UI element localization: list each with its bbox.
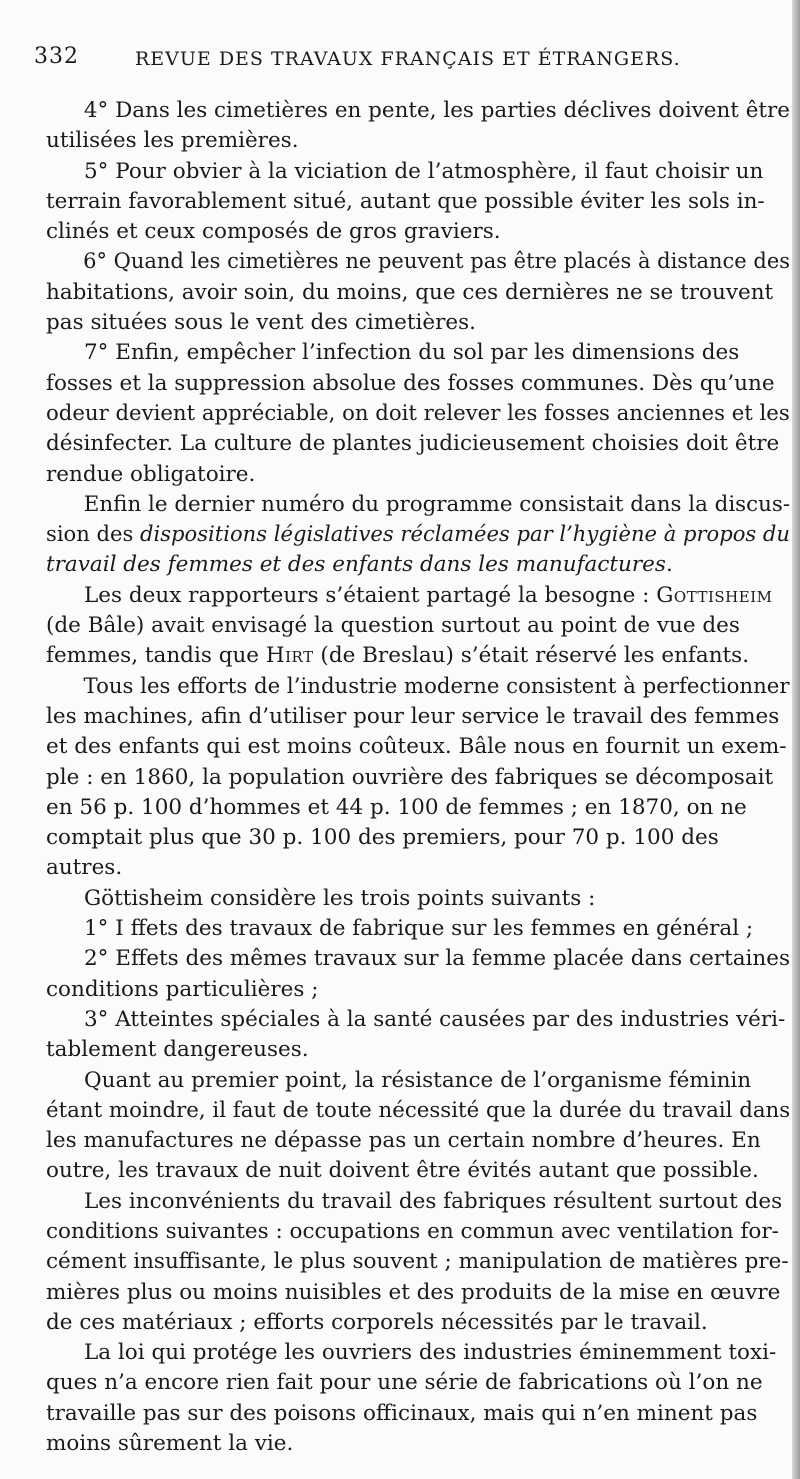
- author-name: Gottisheim: [656, 582, 773, 608]
- running-title: REVUE DES TRAVAUX FRANÇAIS ET ÉTRANGERS.: [135, 48, 681, 70]
- line-text: moins sûrement la vie.: [46, 1431, 294, 1457]
- line-text: de ces matériaux ; efforts corporels nécessités par le travail.: [46, 1309, 708, 1335]
- line-text: et des enfants qui est moins coûteux. Bâle nous en fournit un exem-: [46, 734, 787, 760]
- text-line: [46, 399, 790, 429]
- line-text: outre, les travaux de nuit doivent être évités autant que possible.: [46, 1158, 759, 1184]
- text-line: [46, 1278, 790, 1308]
- text-line: [46, 187, 790, 217]
- text-line: [46, 550, 790, 580]
- line-text: conditions particulières ;: [46, 976, 319, 1002]
- italic-text: dispositions législatives réclamées par l’hygiène à propos du: [139, 522, 790, 548]
- text-line: [46, 247, 791, 277]
- text-line: [46, 369, 790, 399]
- text-line: [46, 1096, 791, 1126]
- text-line: [46, 217, 790, 247]
- text-line: [46, 1217, 790, 1247]
- text-line: [46, 581, 790, 611]
- text-line: [46, 702, 790, 732]
- line-text: Tous les efforts de l’industrie moderne consistent à perfectionner: [83, 673, 790, 699]
- line-text: 4° Dans les cimetières en pente, les parties déclives doivent être: [83, 98, 790, 123]
- line-text: .: [665, 552, 673, 578]
- line-text: ques n’a encore rien fait pour une série de fabrications où l’on ne: [46, 1370, 763, 1396]
- line-text: comptait plus que 30 p. 100 des premiers, pour 70 p. 100 des: [46, 825, 719, 851]
- text-line: [46, 1156, 790, 1186]
- line-text: (de Bâle) avait envisagé la question surtout au point de vue des: [46, 613, 740, 639]
- text-line: [46, 338, 790, 368]
- text-line: [46, 1066, 790, 1096]
- body-text: [46, 96, 790, 1459]
- line-text: les manufactures ne dépasse pas un certain nombre d’heures. En: [46, 1128, 761, 1154]
- line-text: 3° Atteintes spéciales à la santé causées par des industries véri-: [84, 1006, 786, 1032]
- text-line: [46, 732, 790, 762]
- text-line: [46, 793, 790, 823]
- line-text: Göttisheim considère les trois points suivants :: [84, 885, 596, 911]
- line-text: Les deux rapporteurs s’étaient partagé la besogne :: [84, 582, 657, 608]
- text-line: [46, 763, 790, 793]
- text-line: [46, 1035, 790, 1065]
- text-line: [46, 1308, 790, 1338]
- line-text: sion des: [46, 522, 140, 548]
- page-number: 332: [34, 44, 79, 69]
- page-edge: [792, 0, 800, 1479]
- text-line: [46, 823, 790, 853]
- text-line: [46, 1187, 790, 1217]
- line-text: travaille pas sur des poisons officinaux, mais qui n’en minent pas: [46, 1400, 758, 1426]
- line-text: 5° Pour obvier à la viciation de l’atmosphère, il faut choisir un: [84, 158, 764, 184]
- text-line: [46, 641, 790, 671]
- line-text: (de Breslau) s’était réservé les enfants.: [313, 643, 750, 669]
- line-text: pas situées sous le vent des cimetières.: [46, 310, 476, 336]
- line-text: 6° Quand les cimetières ne peuvent pas être placés à distance des: [83, 249, 791, 275]
- line-text: en 56 p. 100 d’hommes et 44 p. 100 de femmes ; en 1870, on ne: [46, 794, 747, 820]
- text-line: [46, 1429, 790, 1459]
- line-text: La loi qui protége les ouvriers des industries éminemment toxi-: [84, 1340, 777, 1366]
- text-line: [46, 490, 791, 520]
- text-line: [46, 853, 790, 883]
- italic-text: travail des femmes et des enfants dans les manufactures: [46, 552, 666, 578]
- text-line: [46, 1005, 790, 1035]
- text-line: [46, 460, 790, 490]
- line-text: désinfecter. La culture de plantes judicieusement choisies doit être: [46, 431, 780, 457]
- line-text: Les inconvénients du travail des fabriques résultent surtout des: [84, 1188, 783, 1214]
- line-text: rendue obligatoire.: [46, 461, 256, 487]
- text-line: [46, 1399, 790, 1429]
- line-text: cément insuffisante, le plus souvent ; manipulation de matières pre-: [46, 1249, 789, 1275]
- line-text: odeur devient appréciable, on doit relever les fosses anciennes et les: [46, 400, 790, 426]
- text-line: [46, 914, 790, 944]
- text-line: [46, 944, 790, 974]
- line-text: mières plus ou moins nuisibles et des produits de la mise en œuvre: [46, 1279, 781, 1305]
- line-text: clinés et ceux composés de gros graviers.: [46, 219, 501, 245]
- line-text: 7° Enfin, empêcher l’infection du sol par les dimensions des: [84, 340, 740, 366]
- text-line: [46, 308, 790, 338]
- text-line: [46, 1368, 790, 1398]
- line-text: conditions suivantes : occupations en commun avec ventilation for-: [46, 1218, 779, 1244]
- line-text: Enfin le dernier numéro du programme consistait dans la discus-: [83, 491, 791, 517]
- author-name: Hirt: [265, 643, 314, 669]
- text-line: [46, 429, 790, 459]
- line-text: les machines, afin d’utiliser pour leur service le travail des femmes: [46, 703, 780, 729]
- text-line: [46, 520, 790, 550]
- text-line: [46, 1338, 790, 1368]
- text-line: [46, 611, 790, 641]
- text-line: [46, 278, 790, 308]
- text-line: [46, 157, 790, 187]
- text-line: [46, 1247, 790, 1277]
- text-line: [46, 126, 790, 156]
- line-text: 2° Effets des mêmes travaux sur la femme placée dans certaines: [84, 946, 791, 972]
- line-text: tablement dangereuses.: [46, 1037, 309, 1063]
- text-line: [46, 672, 790, 702]
- line-text: fosses et la suppression absolue des fosses communes. Dès qu’une: [46, 370, 775, 396]
- line-text: terrain favorablement situé, autant que possible éviter les sols in-: [46, 188, 765, 214]
- line-text: Quant au premier point, la résistance de l’organisme féminin: [84, 1067, 752, 1093]
- line-text: femmes, tandis que: [46, 643, 266, 669]
- line-text: 1° I ffets des travaux de fabrique sur les femmes en général ;: [84, 916, 754, 942]
- text-line: [46, 884, 790, 914]
- line-text: autres.: [46, 855, 123, 881]
- line-text: utilisées les premières.: [46, 128, 299, 154]
- text-line: [46, 975, 790, 1005]
- line-text: ple : en 1860, la population ouvrière des fabriques se décomposait: [46, 764, 774, 790]
- text-line: [46, 96, 788, 126]
- text-line: [46, 1126, 790, 1156]
- line-text: étant moindre, il faut de toute nécessité que la durée du travail dans: [46, 1097, 791, 1123]
- line-text: habitations, avoir soin, du moins, que ces dernières ne se trouvent: [46, 279, 774, 305]
